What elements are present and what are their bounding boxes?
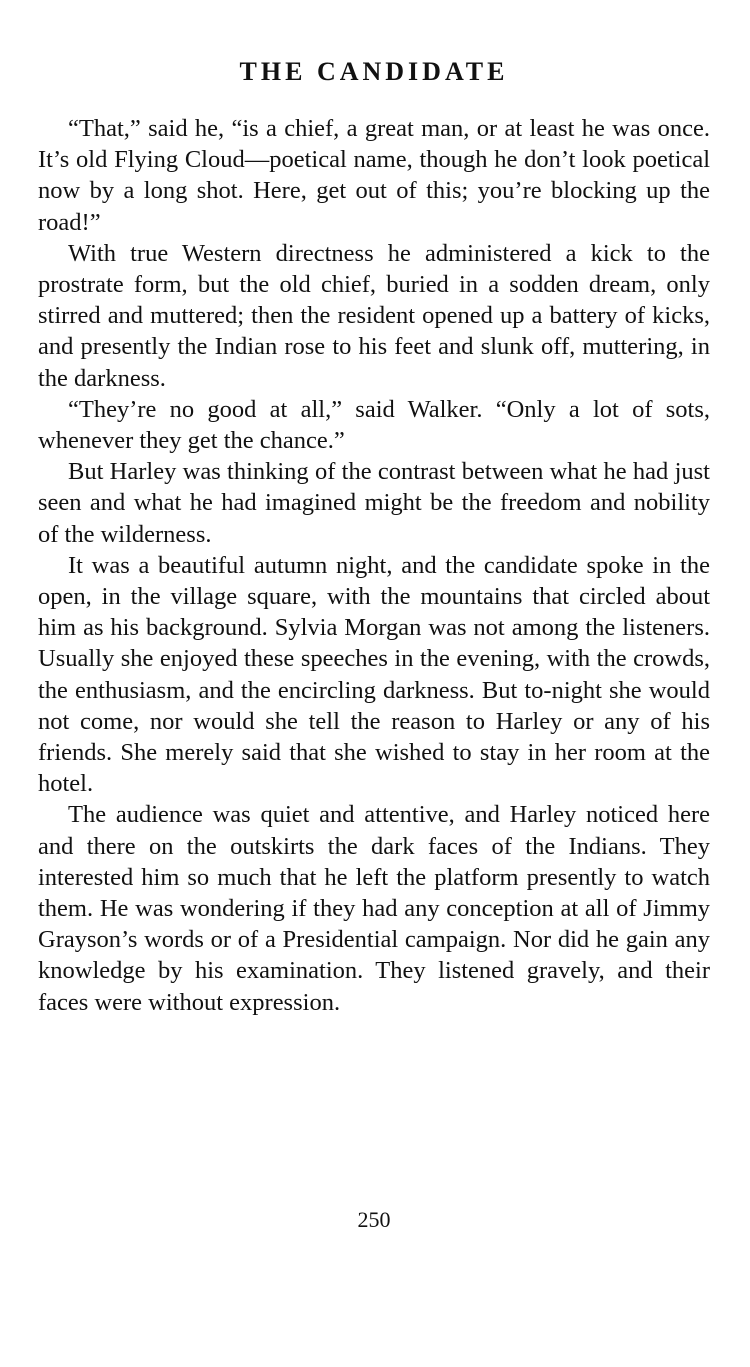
paragraph: With true Western directness he administered a kick to the prostrate form, but the old chief, buried in a sodden dream, only stirred and muttered; then the resident opened up a battery of kicks, and presently the Indian rose to his feet and slunk off, muttering, in the darkness. (38, 239, 710, 392)
paragraph: But Harley was thinking of the contrast between what he had just seen and what he had imagined might be the freedom and nobility of the wilderness. (38, 458, 710, 548)
paragraph: The audience was quiet and attentive, and Harley noticed here and there on the outskirts the dark faces of the Indians. They interested him so much that he left the platform presently to watch them. He was wondering if they had any conception at all of Jimmy Grayson’s words or of a Presidential campaign. Nor did he gain any knowledge by his examination. They listened gravely, and their faces were without expression. (38, 801, 710, 1016)
book-page (38, 0, 710, 1367)
paragraph: “That,” said he, “is a chief, a great man, or at least he was once. It’s old Flying Cloud—poetical name, though he don’t look poetical now by a long shot. Here, get out of this; you’re blocking up the road!” (38, 115, 710, 236)
paragraph: “They’re no good at all,” said Walker. “Only a lot of sots, whenever they get the chance.” (38, 395, 710, 455)
page-number: 250 (357, 1207, 391, 1232)
paragraph: It was a beautiful autumn night, and the candidate spoke in the open, in the village square, with the mountains that circled about him as his background. Sylvia Morgan was not among the listeners. Usually she enjoyed these speeches in the evening, with the crowds, the enthusiasm, and the encircling darkness. But to-night she would not come, nor would she tell the reason to Harley or any of his friends. She merely said that she wished to stay in her room at the hotel. (38, 551, 710, 798)
body-text (38, 113, 710, 1018)
running-head: THE CANDIDATE (239, 57, 509, 86)
